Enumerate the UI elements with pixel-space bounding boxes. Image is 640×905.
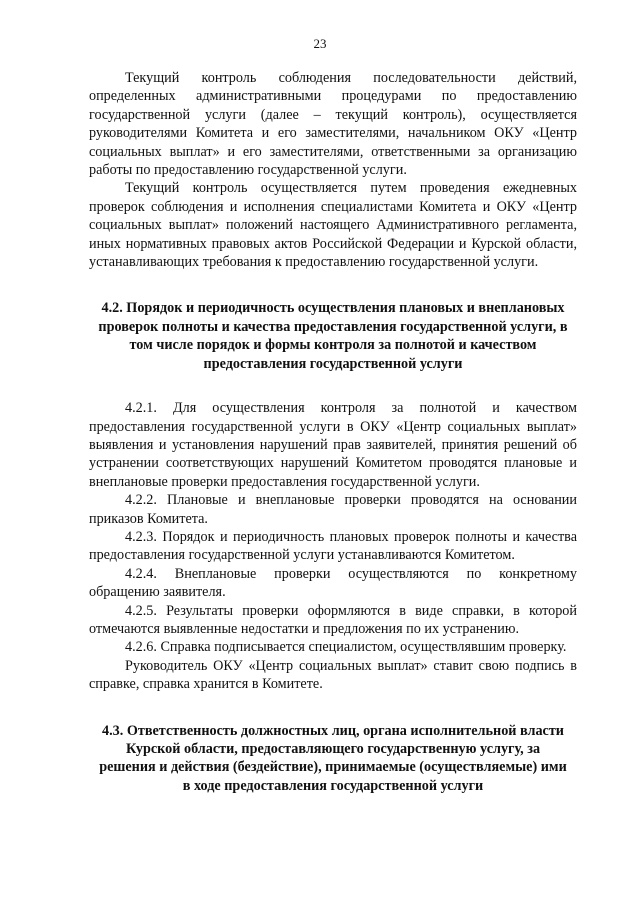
paragraph-4-2-6: 4.2.6. Справка подписывается специалистом, осуществлявшим проверку. — [125, 639, 567, 656]
paragraph-current-control: Текущий контроль соблюдения последовательности действий, определенных административными процедурами по предоставлению государственной услуги (далее – текущий контроль), осуществляется руководителями Комитета и его заместителями, начальником ОКУ «Центр социальных выплат» и его заместителями, ответственными за организацию работы по предоставлению государственной услуги. — [89, 70, 577, 179]
section-heading-4-2: 4.2. Порядок и периодичность осуществления плановых и внеплановых проверок полноты и качества предоставления государственной услуги, в том числе порядок и формы контроля за полнотой и качеством предоставления государственной услуги — [98, 300, 568, 372]
paragraph-4-2-1: 4.2.1. Для осуществления контроля за полнотой и качеством предоставления государственной услуги в ОКУ «Центр социальных выплат» выявления и установления нарушений прав заявителей, принятия решений об устранении соответствующих нарушений Комитетом проводятся плановые и внеплановые проверки предоставления государственной услуги. — [89, 400, 577, 490]
paragraph-4-2-3: 4.2.3. Порядок и периодичность плановых проверок полноты и качества предоставления государственной услуги устанавливаются Комитетом. — [89, 528, 577, 564]
paragraph-signature-note: Руководитель ОКУ «Центр социальных выплат» ставит свою подпись в справке, справка хранится в Комитете. — [89, 657, 577, 693]
page-number: 23 — [313, 36, 327, 51]
paragraph-4-2-2: 4.2.2. Плановые и внеплановые проверки проводятся на основании приказов Комитета. — [89, 492, 577, 527]
paragraph-4-2-4: 4.2.4. Внеплановые проверки осуществляются по конкретному обращению заявителя. — [89, 565, 577, 601]
page-content — [89, 69, 577, 795]
section-heading-4-3: 4.3. Ответственность должностных лиц, органа исполнительной власти Курской области, предоставляющего государственную услугу, за решения и действия (бездействие), принимаемые (осуществляемые) ими в ходе предоставления государственной услуги — [99, 722, 567, 794]
paragraph-4-2-5: 4.2.5. Результаты проверки оформляются в виде справки, в которой отмечаются выявленные недостатки и предложения по их устранению. — [89, 602, 577, 637]
paragraph-current-control-method: Текущий контроль осуществляется путем проведения ежедневных проверок соблюдения и исполнения специалистами Комитета и ОКУ «Центр социальных выплат» положений настоящего Административного регламента, иных нормативных правовых актов Российской Федерации и Курской области, устанавливающих требования к предоставлению государственной услуги. — [89, 180, 577, 271]
